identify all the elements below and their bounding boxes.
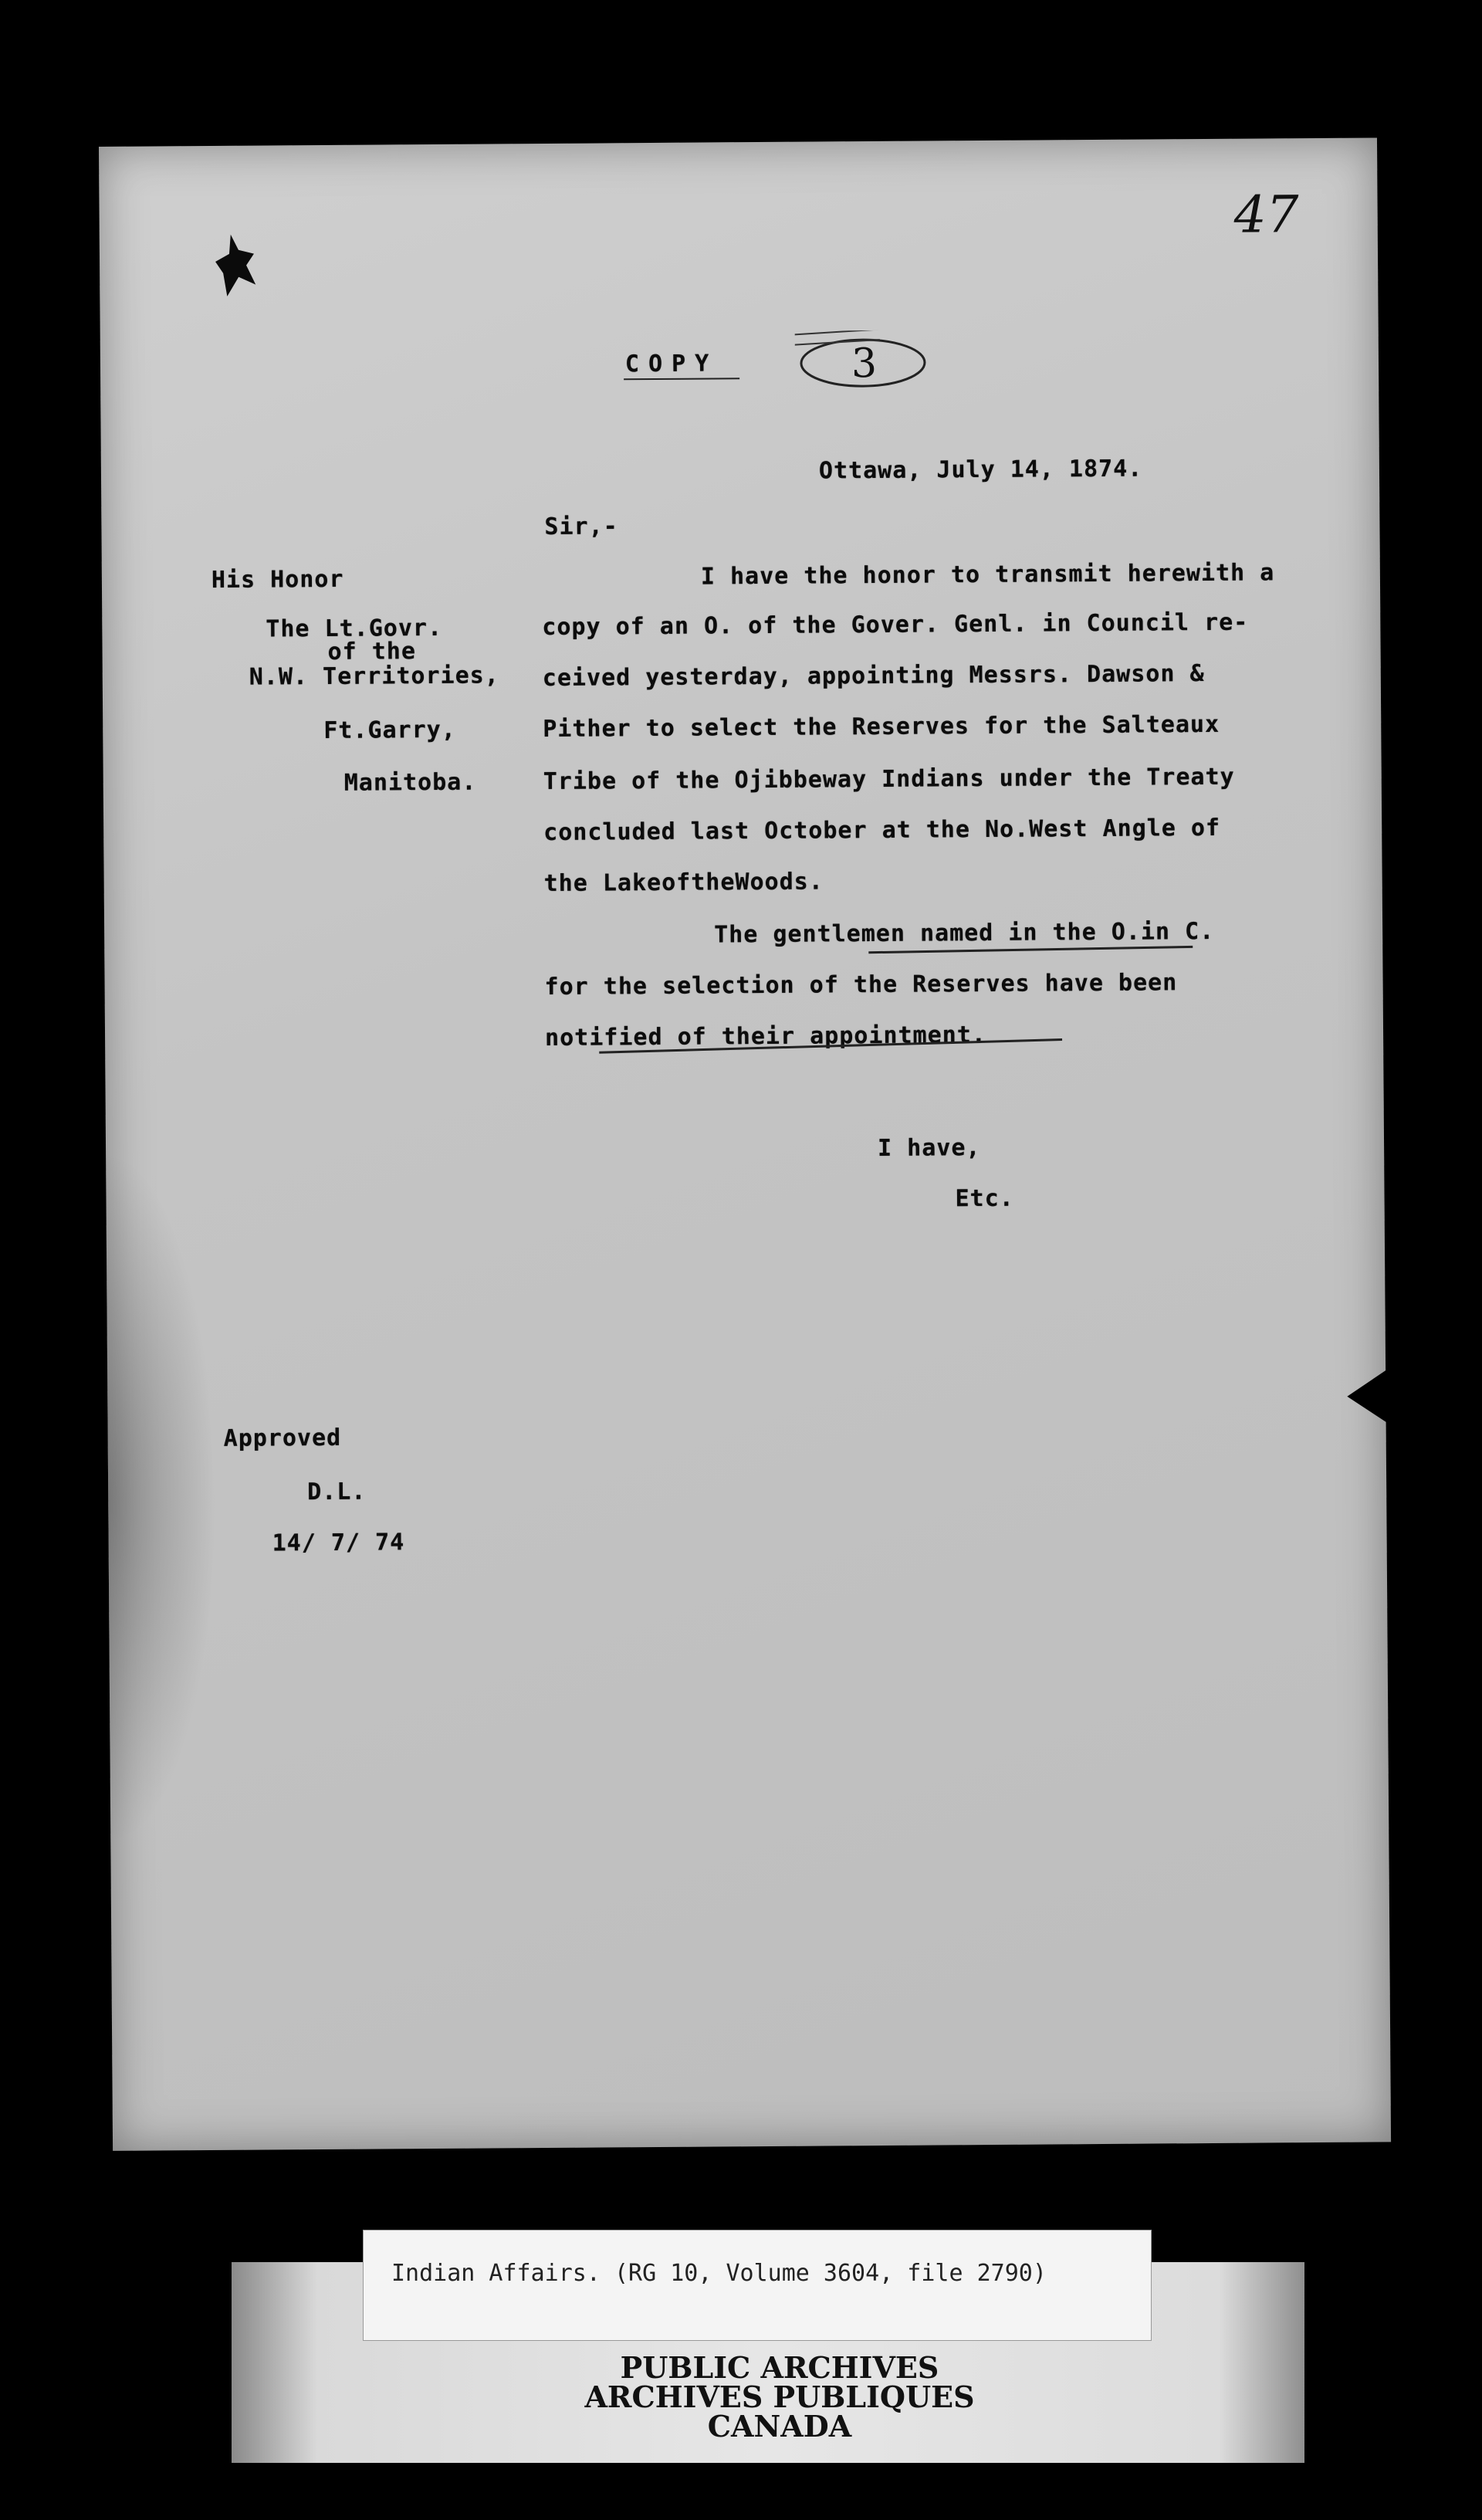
body-line: I have the honor to transmit herewith a xyxy=(700,559,1275,591)
addressee-line: Ft.Garry, xyxy=(323,716,456,744)
body-line: copy of an O. of the Gover. Genl. in Council re- xyxy=(542,608,1249,642)
addressee-line: His Honor xyxy=(211,565,344,594)
body-line: for the selection of the Reserves have been xyxy=(544,969,1178,1001)
copy-heading: COPY xyxy=(624,350,719,378)
stamp-line: PUBLIC ARCHIVES xyxy=(620,2350,939,2385)
archive-stamp xyxy=(540,2350,1019,2444)
approval-line: 14/ 7/ 74 xyxy=(272,1529,405,1557)
stamp-line: CANADA xyxy=(707,2409,852,2444)
body-line: The gentlemen named in the O.in C. xyxy=(714,917,1215,949)
closing-line: I have, xyxy=(877,1134,981,1162)
body-line: ceived yesterday, appointing Messrs. Dawson & xyxy=(542,660,1205,693)
addressee-line: Manitoba. xyxy=(343,768,477,797)
addressee-line: of the xyxy=(327,638,417,666)
addressee-line: The Lt.Govr. xyxy=(266,614,443,643)
copy-underline xyxy=(624,378,739,380)
body-line: concluded last October at the No.West Angle of xyxy=(543,814,1221,846)
archive-reference-label: Indian Affairs. (RG 10, Volume 3604, file 2790) xyxy=(391,2260,1047,2287)
stamp-line: ARCHIVES PUBLIQUES xyxy=(584,2379,975,2414)
folio-number: 47 xyxy=(1233,185,1299,245)
closing-line: Etc. xyxy=(955,1184,1014,1213)
body-line: Tribe of the Ojibbeway Indians under the Treaty xyxy=(543,763,1235,796)
body-line: Pither to select the Reserves for the Salteaux xyxy=(543,710,1220,743)
approval-line: D.L. xyxy=(307,1478,367,1506)
page-edge-notch xyxy=(1347,1365,1394,1427)
addressee-line: N.W. Territories, xyxy=(249,662,499,691)
date-line: Ottawa, July 14, 1874. xyxy=(818,455,1143,485)
body-line: the LakeoftheWoods. xyxy=(543,868,824,897)
salutation: Sir,- xyxy=(544,513,618,540)
circled-number: 3 xyxy=(851,340,878,388)
body-line: notified of their appointment. xyxy=(544,1021,987,1052)
ink-blot-mark xyxy=(215,231,262,300)
document-page xyxy=(99,137,1391,2150)
approval-line: Approved xyxy=(223,1424,342,1452)
archive-reference-card xyxy=(363,2230,1152,2341)
